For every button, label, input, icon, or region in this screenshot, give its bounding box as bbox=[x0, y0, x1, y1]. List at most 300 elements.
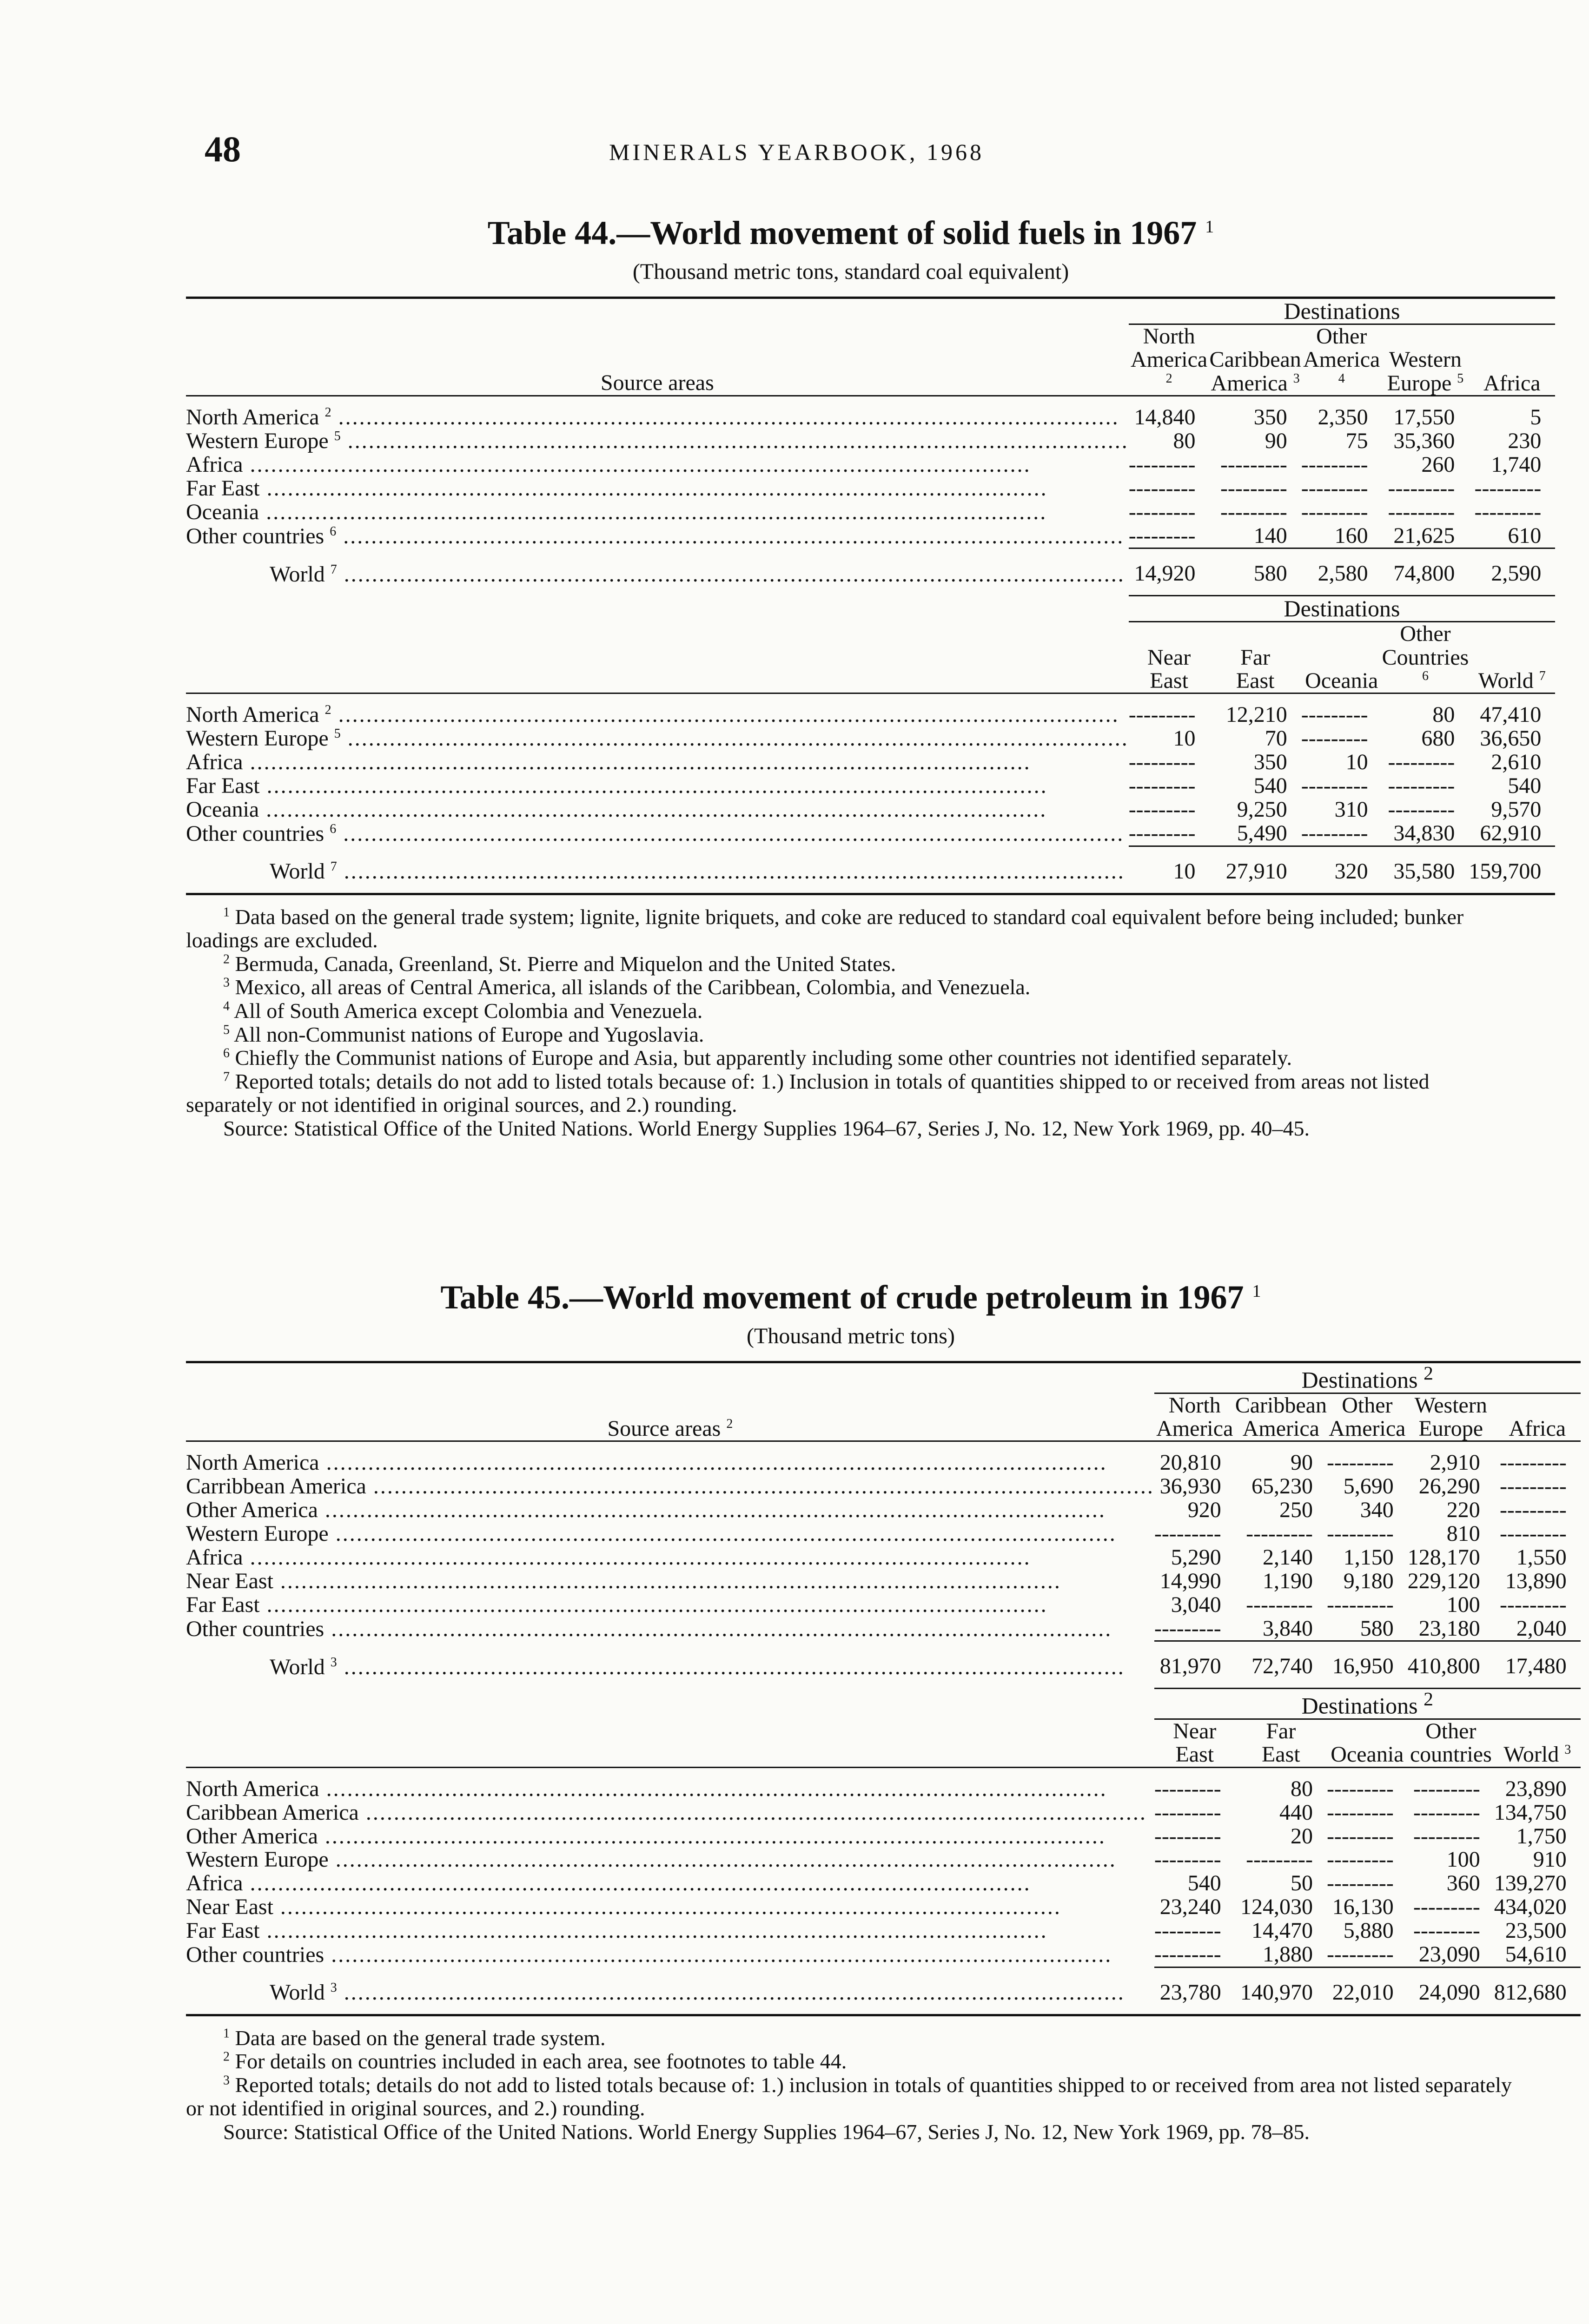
cell-value: 5,290 bbox=[1171, 1545, 1221, 1570]
footnote-number: 2 bbox=[223, 952, 230, 967]
footnote-ref: 3 bbox=[330, 1655, 337, 1670]
cell-value: 35,580 bbox=[1393, 858, 1455, 884]
cell-value: --------- bbox=[1154, 1941, 1221, 1967]
footnote-number: 3 bbox=[223, 2073, 230, 2088]
column-header-line2: America bbox=[1156, 1416, 1233, 1441]
table-44-footnotes bbox=[186, 905, 1516, 1141]
row-label-text: Far East bbox=[186, 774, 260, 798]
cell-value: 2,610 bbox=[1491, 750, 1542, 775]
cell-value: 10 bbox=[1173, 858, 1196, 884]
footnote-number: 6 bbox=[223, 1046, 230, 1061]
cell-value: 812,680 bbox=[1494, 1980, 1567, 2005]
table-row bbox=[186, 1919, 1581, 1943]
table-row bbox=[186, 1943, 1581, 1967]
footnote-text: Chiefly the Communist nations of Europe and Asia, but apparently including some other countries not identified separately. bbox=[235, 1046, 1292, 1070]
footnote-number: 2 bbox=[223, 2049, 230, 2064]
row-label-text: Caribbean America bbox=[186, 1801, 359, 1825]
footnote-ref: 5 bbox=[334, 727, 341, 741]
footnote-ref: 2 bbox=[1165, 371, 1172, 386]
cell-value: 23,240 bbox=[1159, 1895, 1221, 1920]
footnote-ref: 2 bbox=[324, 703, 331, 718]
row-label bbox=[186, 453, 1129, 477]
footnote-ref: 6 bbox=[330, 822, 337, 837]
footnote-ref: 3 bbox=[1293, 371, 1300, 386]
row-label bbox=[186, 774, 1129, 798]
table-row bbox=[186, 727, 1555, 751]
cell-value: --------- bbox=[1128, 750, 1196, 775]
cell-value: --------- bbox=[1499, 1450, 1567, 1475]
cell-value: 80 bbox=[1432, 702, 1455, 727]
table-row bbox=[186, 822, 1555, 846]
cell-value: 17,480 bbox=[1505, 1654, 1567, 1679]
row-label bbox=[186, 1825, 1154, 1849]
column-header bbox=[1494, 1719, 1581, 1767]
cell-value: 14,840 bbox=[1134, 405, 1196, 430]
column-header bbox=[1382, 622, 1469, 693]
table-row bbox=[186, 1768, 1581, 1801]
source-areas-header bbox=[186, 596, 1129, 693]
row-label bbox=[186, 1943, 1154, 1967]
cell-value: 35,360 bbox=[1393, 429, 1455, 454]
cell-value: 9,180 bbox=[1343, 1568, 1394, 1593]
table-44-subtitle: (Thousand metric tons, standard coal equivalent) bbox=[632, 259, 1069, 284]
cell-value: --------- bbox=[1128, 702, 1196, 727]
cell-value: 540 bbox=[1253, 773, 1287, 799]
cell-value: 74,800 bbox=[1393, 561, 1455, 586]
cell-value: 36,650 bbox=[1480, 726, 1542, 751]
row-label bbox=[186, 1801, 1154, 1825]
footnote-ref: 3 bbox=[330, 1980, 337, 1995]
row-label bbox=[186, 822, 1129, 846]
cell-value: 140 bbox=[1253, 523, 1287, 548]
cell-value: --------- bbox=[1413, 1918, 1480, 1943]
column-header-line1: North bbox=[1168, 1393, 1221, 1418]
row-label bbox=[186, 429, 1129, 453]
footnote-ref: 4 bbox=[1338, 371, 1345, 386]
cell-value: 360 bbox=[1446, 1871, 1480, 1896]
footnote-ref: 5 bbox=[1457, 371, 1464, 386]
cell-value: 410,800 bbox=[1407, 1654, 1480, 1679]
row-label-text: Other America bbox=[186, 1824, 318, 1849]
destinations-label: Destinations bbox=[1301, 1692, 1418, 1719]
footnote-ref: 2 bbox=[1423, 1689, 1433, 1710]
table-row bbox=[186, 501, 1555, 524]
total-row bbox=[186, 847, 1555, 894]
column-header-line1: North bbox=[1143, 324, 1195, 349]
row-label-text: Africa bbox=[186, 453, 243, 477]
cell-value: 2,580 bbox=[1318, 561, 1368, 586]
cell-value: 5,490 bbox=[1237, 820, 1287, 845]
column-header-line1: Other bbox=[1342, 1393, 1393, 1418]
column-header-line2: East bbox=[1175, 1742, 1214, 1767]
footnote-ref: 6 bbox=[330, 524, 337, 539]
cell-value: --------- bbox=[1154, 1823, 1221, 1849]
column-header-line2: countries bbox=[1410, 1742, 1492, 1767]
cell-value: 80 bbox=[1290, 1776, 1313, 1801]
total-row bbox=[186, 1968, 1581, 2015]
column-header-line2: East bbox=[1261, 1742, 1300, 1767]
row-label-text: Western Europe bbox=[186, 1522, 329, 1546]
row-label-text: Other countries bbox=[186, 524, 324, 548]
row-label-text: Far East bbox=[186, 1593, 260, 1617]
cell-value: 920 bbox=[1187, 1498, 1221, 1523]
cell-value: 81,970 bbox=[1159, 1654, 1221, 1679]
footnote-text: Bermuda, Canada, Greenland, St. Pierre and Miquelon and the United States. bbox=[235, 951, 896, 976]
cell-value: --------- bbox=[1220, 475, 1287, 501]
cell-value: 680 bbox=[1421, 726, 1455, 751]
cell-value: 220 bbox=[1446, 1498, 1480, 1523]
cell-value: --------- bbox=[1474, 475, 1542, 501]
cell-value: 17,550 bbox=[1393, 405, 1455, 430]
cell-value: --------- bbox=[1499, 1592, 1567, 1617]
table-row bbox=[186, 1825, 1581, 1849]
column-header-line1: Africa bbox=[1483, 370, 1541, 396]
cell-value: --------- bbox=[1128, 452, 1196, 477]
cell-value: --------- bbox=[1326, 1521, 1394, 1546]
footnote-ref: 2 bbox=[324, 405, 331, 420]
cell-value: --------- bbox=[1154, 1800, 1221, 1825]
row-label-text: Oceania bbox=[186, 500, 259, 524]
cell-value: 610 bbox=[1508, 523, 1542, 548]
table-45-title: Table 45.—World movement of crude petroleum in 1967 $^1$ bbox=[440, 1279, 1261, 1316]
footnote-text: Reported totals; details do not add to listed totals because of: 1.) inclusion in totals of quantities shipped to or received from area not listed separately or not identified in original sources, and 2.) rounding. bbox=[186, 2073, 1512, 2120]
column-header bbox=[1210, 324, 1301, 396]
footnote bbox=[186, 2027, 1516, 2050]
footnote-ref: 5 bbox=[334, 429, 341, 444]
footnote-number: 5 bbox=[223, 1023, 230, 1037]
cell-value: 75 bbox=[1345, 429, 1368, 454]
column-header-line1: Other bbox=[1425, 1718, 1476, 1743]
cell-value: --------- bbox=[1413, 1776, 1480, 1801]
table-45-grid bbox=[186, 1361, 1581, 2016]
cell-value: --------- bbox=[1388, 499, 1455, 524]
cell-value: --------- bbox=[1326, 1776, 1394, 1801]
table-row bbox=[186, 1475, 1581, 1499]
row-label bbox=[186, 501, 1129, 524]
cell-value: --------- bbox=[1246, 1592, 1313, 1617]
cell-value: --------- bbox=[1326, 1847, 1394, 1872]
footnote bbox=[186, 2120, 1516, 2144]
footnote-number: 1 bbox=[223, 905, 230, 920]
cell-value: --------- bbox=[1413, 1895, 1480, 1920]
cell-value: 910 bbox=[1533, 1847, 1567, 1872]
column-header bbox=[1154, 1719, 1235, 1767]
cell-value: 20,810 bbox=[1159, 1450, 1221, 1475]
footnote-text: All non-Communist nations of Europe and Yugoslavia. bbox=[233, 1022, 704, 1046]
cell-value: 23,090 bbox=[1418, 1941, 1480, 1967]
footnote-ref: 2 bbox=[726, 1416, 733, 1431]
cell-value: 23,500 bbox=[1505, 1918, 1567, 1943]
table-row bbox=[186, 1546, 1581, 1570]
cell-value: --------- bbox=[1301, 773, 1368, 799]
column-header-line2: Europe bbox=[1418, 1416, 1483, 1441]
row-label-text: Other countries bbox=[186, 1942, 324, 1967]
row-label bbox=[186, 1546, 1154, 1570]
cell-value: 2,140 bbox=[1262, 1545, 1313, 1570]
row-label-text: World bbox=[270, 1980, 325, 2005]
footnote bbox=[186, 1070, 1516, 1117]
column-header-line1: Western bbox=[1414, 1393, 1487, 1418]
column-header bbox=[1235, 1719, 1327, 1767]
row-label bbox=[186, 1872, 1154, 1895]
cell-value: 5,880 bbox=[1343, 1918, 1394, 1943]
footnote-number: 4 bbox=[223, 999, 230, 1014]
cell-value: 1,190 bbox=[1262, 1568, 1313, 1593]
cell-value: 23,890 bbox=[1505, 1776, 1567, 1801]
row-label bbox=[186, 396, 1129, 429]
column-header bbox=[1408, 1393, 1494, 1441]
cell-value: --------- bbox=[1128, 797, 1196, 822]
footnote bbox=[186, 1117, 1516, 1141]
row-label-text: World bbox=[270, 858, 325, 884]
cell-value: 23,780 bbox=[1159, 1980, 1221, 2005]
footnote-ref: 7 bbox=[330, 562, 337, 577]
row-label-text: Near East bbox=[186, 1895, 273, 1919]
cell-value: 12,210 bbox=[1225, 702, 1287, 727]
cell-value: 50 bbox=[1290, 1871, 1313, 1896]
cell-value: --------- bbox=[1154, 1616, 1221, 1641]
table-row bbox=[186, 1522, 1581, 1546]
destinations-header bbox=[1154, 1363, 1581, 1393]
column-header-line1: Africa bbox=[1509, 1416, 1566, 1441]
footnote bbox=[186, 952, 1516, 976]
cell-value: 65,230 bbox=[1251, 1474, 1313, 1499]
cell-value: 260 bbox=[1421, 452, 1455, 477]
cell-value: 320 bbox=[1334, 858, 1368, 884]
row-label-text: North America bbox=[186, 1450, 319, 1475]
cell-value: --------- bbox=[1326, 1941, 1394, 1967]
cell-value: 2,910 bbox=[1430, 1450, 1480, 1475]
cell-value: --------- bbox=[1154, 1521, 1221, 1546]
cell-value: 580 bbox=[1253, 561, 1287, 586]
table-45 bbox=[186, 1278, 1571, 2144]
cell-value: 230 bbox=[1508, 429, 1542, 454]
column-header-line1: World bbox=[1503, 1742, 1559, 1767]
row-label bbox=[186, 798, 1129, 822]
column-header-line1: Other bbox=[1316, 324, 1367, 349]
row-label-text: Other countries bbox=[186, 821, 324, 846]
cell-value: --------- bbox=[1474, 499, 1542, 524]
column-header-line2: America bbox=[1131, 347, 1208, 372]
cell-value: 9,570 bbox=[1491, 797, 1542, 822]
column-header bbox=[1327, 1719, 1408, 1767]
table-45-subtitle: (Thousand metric tons) bbox=[747, 1324, 955, 1348]
cell-value: 16,950 bbox=[1332, 1654, 1394, 1679]
cell-value: 540 bbox=[1187, 1871, 1221, 1896]
column-header bbox=[1210, 622, 1301, 693]
cell-value: 20 bbox=[1290, 1823, 1313, 1849]
cell-value: 36,930 bbox=[1159, 1474, 1221, 1499]
column-header bbox=[1129, 324, 1210, 396]
cell-value: 140,970 bbox=[1240, 1980, 1313, 2005]
table-row bbox=[186, 774, 1555, 798]
cell-value: --------- bbox=[1154, 1918, 1221, 1943]
destinations-label: Destinations bbox=[1284, 595, 1400, 622]
footnote-text: Data based on the general trade system; lignite, lignite briquets, and coke are reduced to standard coal equivalent before being included; bunker loadings are excluded. bbox=[186, 905, 1464, 952]
column-header bbox=[1301, 324, 1382, 396]
cell-value: 9,250 bbox=[1237, 797, 1287, 822]
table-row bbox=[186, 429, 1555, 453]
cell-value: 250 bbox=[1279, 1498, 1313, 1523]
row-label-text: Carribbean America bbox=[186, 1475, 366, 1499]
cell-value: --------- bbox=[1301, 499, 1368, 524]
cell-value: 350 bbox=[1253, 405, 1287, 430]
row-label-text: Western Europe bbox=[186, 727, 329, 751]
column-header-line1: Far bbox=[1240, 645, 1271, 670]
table-row bbox=[186, 1617, 1581, 1641]
row-label-text: Africa bbox=[186, 751, 243, 775]
cell-value: --------- bbox=[1128, 773, 1196, 799]
cell-value: 70 bbox=[1265, 726, 1287, 751]
row-label-text: North America bbox=[186, 702, 319, 727]
cell-value: 5,690 bbox=[1343, 1474, 1394, 1499]
cell-value: 540 bbox=[1508, 773, 1542, 799]
cell-value: 1,750 bbox=[1516, 1823, 1567, 1849]
cell-value: 10 bbox=[1345, 750, 1368, 775]
table-row bbox=[186, 1848, 1581, 1872]
row-label bbox=[186, 1617, 1154, 1641]
column-header-line1: Caribbean bbox=[1209, 347, 1301, 372]
cell-value: 310 bbox=[1334, 797, 1368, 822]
cell-value: 580 bbox=[1360, 1616, 1394, 1641]
footnote-text: Mexico, all areas of Central America, all islands of the Caribbean, Colombia, and Venezuela. bbox=[235, 975, 1031, 999]
table-row bbox=[186, 1570, 1581, 1593]
cell-value: --------- bbox=[1413, 1800, 1480, 1825]
row-label-text: World bbox=[270, 1654, 325, 1679]
cell-value: --------- bbox=[1326, 1871, 1394, 1896]
column-header-line1: Oceania bbox=[1305, 668, 1378, 693]
column-header bbox=[1408, 1719, 1494, 1767]
cell-value: 159,700 bbox=[1469, 858, 1542, 884]
cell-value: --------- bbox=[1388, 750, 1455, 775]
column-header-line1: World bbox=[1478, 668, 1534, 693]
running-head: MINERALS YEARBOOK, 1968 bbox=[609, 139, 984, 165]
row-label bbox=[186, 1642, 1154, 1688]
cell-value: 810 bbox=[1446, 1521, 1480, 1546]
cell-value: 14,920 bbox=[1134, 561, 1196, 586]
table-row bbox=[186, 396, 1555, 429]
column-header bbox=[1469, 324, 1555, 396]
column-header-line2: Countries bbox=[1382, 645, 1469, 670]
cell-value: 80 bbox=[1173, 429, 1196, 454]
row-label bbox=[186, 847, 1129, 894]
cell-value: 5 bbox=[1530, 405, 1542, 430]
row-label-text: World bbox=[270, 561, 325, 587]
row-label bbox=[186, 477, 1129, 501]
row-label bbox=[186, 1968, 1154, 2015]
cell-value: 23,180 bbox=[1418, 1616, 1480, 1641]
column-header bbox=[1235, 1393, 1327, 1441]
row-label-text: Africa bbox=[186, 1872, 243, 1896]
cell-value: 100 bbox=[1446, 1847, 1480, 1872]
cell-value: --------- bbox=[1154, 1847, 1221, 1872]
column-header bbox=[1494, 1393, 1581, 1441]
cell-value: 1,150 bbox=[1343, 1545, 1394, 1570]
cell-value: 1,880 bbox=[1262, 1941, 1313, 1967]
cell-value: --------- bbox=[1499, 1521, 1567, 1546]
column-header-line2: East bbox=[1236, 668, 1275, 693]
column-header bbox=[1129, 622, 1210, 693]
column-header bbox=[1469, 622, 1555, 693]
column-header bbox=[1327, 1393, 1408, 1441]
cell-value: 124,030 bbox=[1240, 1895, 1313, 1920]
column-header-line2: Europe bbox=[1387, 370, 1452, 396]
source-areas-header bbox=[186, 299, 1129, 396]
row-label-text: North America bbox=[186, 1776, 319, 1801]
page-number: 48 bbox=[205, 129, 241, 169]
cell-value: --------- bbox=[1301, 475, 1368, 501]
column-header-line1: Near bbox=[1147, 645, 1191, 670]
cell-value: 2,590 bbox=[1491, 561, 1542, 586]
cell-value: 3,040 bbox=[1171, 1592, 1221, 1617]
footnote bbox=[186, 905, 1516, 952]
cell-value: 229,120 bbox=[1407, 1568, 1480, 1593]
cell-value: --------- bbox=[1388, 797, 1455, 822]
row-label bbox=[186, 694, 1129, 727]
cell-value: --------- bbox=[1301, 820, 1368, 845]
column-header bbox=[1154, 1393, 1235, 1441]
cell-value: --------- bbox=[1388, 475, 1455, 501]
source-areas-header bbox=[186, 1363, 1154, 1441]
footnote-text: For details on countries included in each area, see footnotes to table 44. bbox=[235, 2049, 847, 2073]
cell-value: --------- bbox=[1301, 726, 1368, 751]
table-45-footnotes bbox=[186, 2027, 1516, 2144]
cell-value: 34,830 bbox=[1393, 820, 1455, 845]
table-row bbox=[186, 1872, 1581, 1895]
table-44-title: Table 44.—World movement of solid fuels in 1967 $^1$ bbox=[487, 214, 1214, 251]
row-label bbox=[186, 1570, 1154, 1593]
footnote bbox=[186, 999, 1516, 1023]
footnote bbox=[186, 2073, 1516, 2120]
column-header-line2: America bbox=[1329, 1416, 1406, 1441]
row-label-text: North America bbox=[186, 405, 319, 430]
row-label bbox=[186, 524, 1129, 548]
cell-value: 47,410 bbox=[1480, 702, 1542, 727]
cell-value: --------- bbox=[1128, 499, 1196, 524]
cell-value: --------- bbox=[1413, 1823, 1480, 1849]
cell-value: --------- bbox=[1154, 1776, 1221, 1801]
cell-value: --------- bbox=[1388, 773, 1455, 799]
table-row bbox=[186, 751, 1555, 774]
footnote bbox=[186, 1023, 1516, 1047]
cell-value: 90 bbox=[1265, 429, 1287, 454]
cell-value: 14,990 bbox=[1159, 1568, 1221, 1593]
footnote-ref: 7 bbox=[1539, 669, 1546, 684]
cell-value: --------- bbox=[1301, 452, 1368, 477]
footnote-text: Source: Statistical Office of the United Nations. World Energy Supplies 1964–67, Series J, No. 12, New York 1969, pp. 78–85. bbox=[223, 2120, 1310, 2144]
cell-value: 1,550 bbox=[1516, 1545, 1567, 1570]
cell-value: 54,610 bbox=[1505, 1941, 1567, 1967]
cell-value: 1,740 bbox=[1491, 452, 1542, 477]
table-row bbox=[186, 798, 1555, 822]
footnote-ref: 3 bbox=[1564, 1743, 1571, 1757]
row-label-text: Africa bbox=[186, 1545, 243, 1570]
row-label-text: Western Europe bbox=[186, 429, 329, 453]
cell-value: --------- bbox=[1246, 1521, 1313, 1546]
cell-value: 13,890 bbox=[1505, 1568, 1567, 1593]
table-row bbox=[186, 477, 1555, 501]
total-row bbox=[186, 1642, 1581, 1688]
table-row bbox=[186, 524, 1555, 548]
row-label-text: Other countries bbox=[186, 1617, 324, 1641]
footnote-number: 3 bbox=[223, 976, 230, 990]
cell-value: --------- bbox=[1326, 1800, 1394, 1825]
table-row bbox=[186, 1593, 1581, 1617]
column-header bbox=[1382, 324, 1469, 396]
cell-value: 72,740 bbox=[1251, 1654, 1313, 1679]
cell-value: 22,010 bbox=[1332, 1980, 1394, 2005]
column-header-line1: Other bbox=[1400, 621, 1451, 647]
